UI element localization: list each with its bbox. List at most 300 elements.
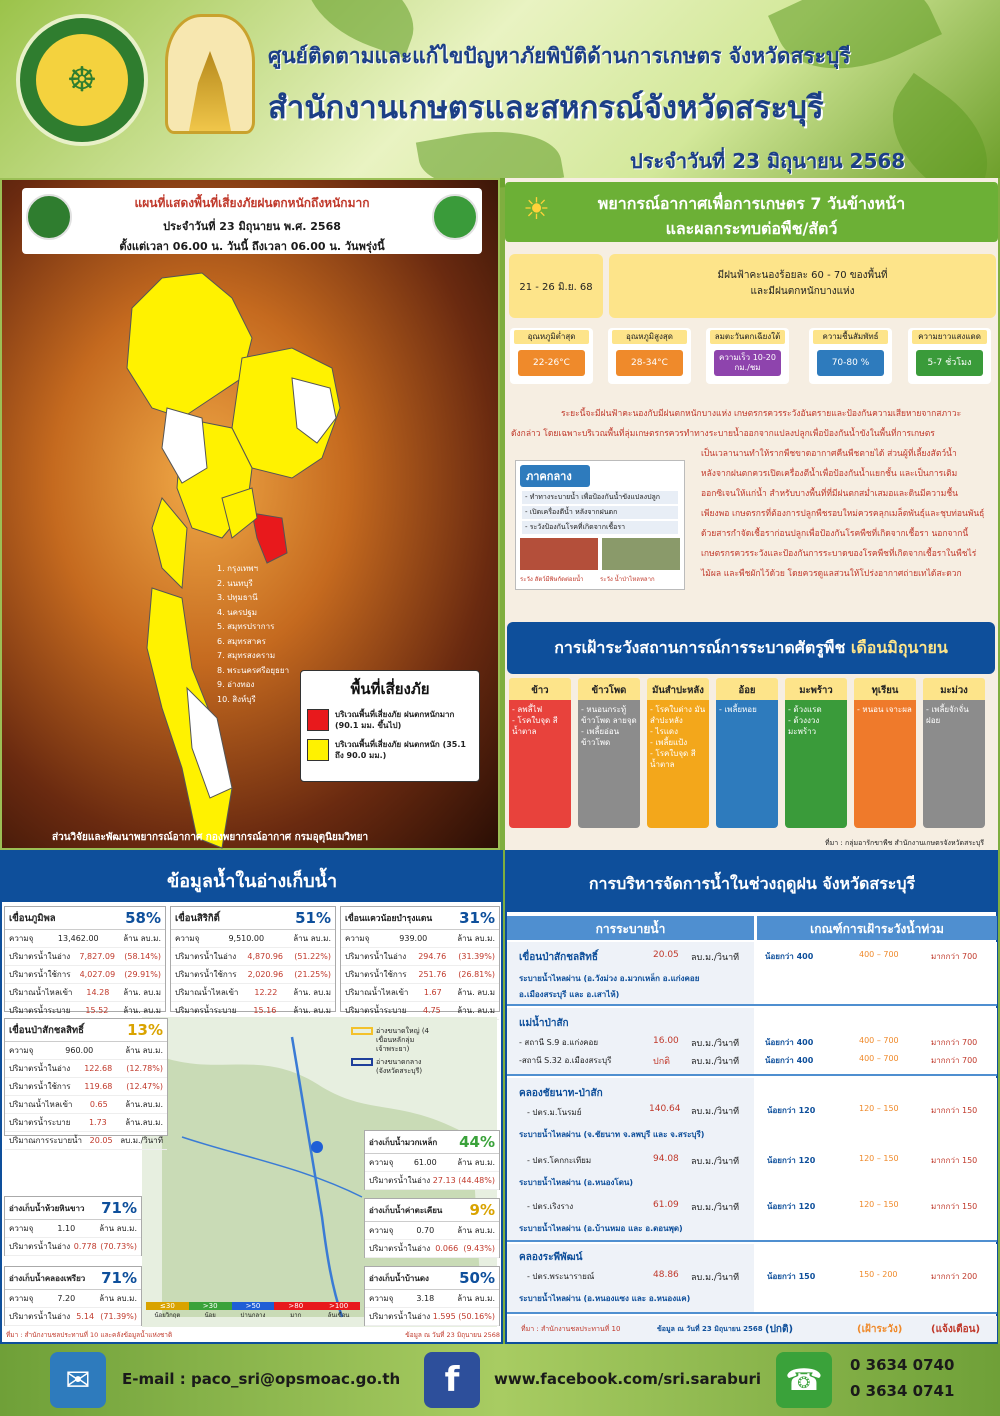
threshold-alert: มากกว่า 200 [931,1272,978,1281]
east-heavy-area [252,513,287,563]
risk-map-title-box [22,188,482,254]
row-unit: (58.14%) [124,952,161,961]
pest-col-durian [854,678,916,828]
weather-card-label: ลมตะวันตกเฉียงใต้ [710,330,785,344]
row-label: ความจุ [369,1158,394,1167]
legend-moderate-label: บริเวณพื้นที่เสี่ยงภัย ฝนตกหนัก (35.1 ถึง 90.0 มม.) [335,740,466,760]
province-item: 6. สมุทรสาคร [217,636,266,646]
row-value: 5.14 [76,1312,95,1321]
row-value: 3.18 [416,1294,435,1303]
facebook-link[interactable]: www.facebook.com/sri.saraburi [494,1370,762,1388]
row-label: ปริมาตรน้ำในอ่าง [175,952,237,961]
reservoir-header: ข้อมูลน้ำในอ่างเก็บน้ำ [2,852,502,902]
row-unit: (21.25%) [294,970,331,979]
reservoir-source-date: ข้อมูล ณ วันที่ 23 มิถุนายน 2568 [405,1331,500,1339]
threshold-alert: มากกว่า 150 [931,1106,978,1115]
row-unit: ล้าน. ลบ.ม [293,1006,331,1015]
ministry-logo: ☸ [16,14,148,146]
forecast-line-2: และมีฝนตกหนักบางแห่ง [750,286,855,297]
reservoir-pasak [4,1018,168,1145]
reservoir-panel [0,850,503,1344]
advice-line: ด้วยสารกำจัดเชื้อราก่อนปลูกเพื่อป้องกันโรคพืชที่เกิดจากเชื้อรา นอกจากนี้ [701,529,969,539]
row-unit: (26.81%) [458,970,495,979]
threshold-alert: มากกว่า 150 [931,1156,978,1165]
phone-icon: ☎ [776,1352,832,1408]
pest-source: ที่มา : กลุ่มอารักขาพืช สำนักงานเกษตรจังหวัดสระบุรี [825,839,985,847]
flood-gate: - ปตร.โคกกะเทียม [527,1156,592,1165]
flood-value: 94.08 [653,1154,679,1164]
reservoir-name: เขื่อนสิริกิติ์ [175,912,220,924]
row-value: 939.00 [399,934,428,943]
row-value: 27.13 [432,1176,456,1185]
threshold-alert: มากกว่า 700 [931,1056,978,1065]
risk-legend-title: พื้นที่เสี่ยงภัย [350,680,430,698]
flood-gate: - ปตร.พระนารายณ์ [527,1272,595,1281]
weather-card-value: 22-26°C [518,350,585,376]
threshold-normal: น้อยกว่า 400 [765,1056,814,1065]
reservoir-ban-dong [364,1266,500,1326]
pest-month: เดือนมิถุนายน [850,638,948,657]
pest-crop: ข้าว [509,678,571,700]
row-label: ปริมาตรน้ำในอ่าง [369,1312,431,1321]
threshold-normal: น้อยกว่า 120 [767,1156,816,1165]
reservoir-name: อ่างเก็บน้ำมวกเหล็ก [369,1137,438,1147]
flood-note: อ.เมืองสระบุรี และ อ.เสาไห้) [519,990,620,999]
row-unit: ล้าน ลบ.ม. [99,1294,137,1303]
province-item: 4. นครปฐม [217,607,258,617]
row-label: ปริมาตรน้ำระบาย [9,1006,71,1015]
center-title: ศูนย์ติดตามและแก้ไขปัญหาภัยพิบัติด้านการเกษตร จังหวัดสระบุรี [268,44,851,68]
flood-unit: ลบ.ม./วินาที [691,1157,740,1167]
status-watch: (เฝ้าระวัง) [857,1324,903,1335]
legend-heavy-label: บริเวณพื้นที่เสี่ยงภัย ฝนตกหนักมาก (90.1 มม. ขึ้นไป) [335,710,455,730]
flood-footer [507,1316,997,1342]
pest-item: - โรคใบจุด สีน้ำตาล [650,749,696,769]
photo-caption: ระวัง สัตว์มีพิษกัดต่อยน้ำ [520,576,584,583]
row-label: ความจุ [345,934,370,943]
weather-card-value: 5-7 ชั่วโมง [916,350,983,376]
row-label: ปริมาตรน้ำใช้การ [9,1082,71,1091]
row-label: ความจุ [369,1226,394,1235]
legend-swatch-moderate [307,739,329,761]
row-unit: ล้าน ลบ.ม. [99,1224,137,1233]
row-label: ปริมาตรน้ำในอ่าง [9,1312,71,1321]
map-legend [351,1027,441,1076]
threshold-watch: 150 - 200 [859,1270,898,1279]
row-unit: (29.91%) [124,970,161,979]
row-label: ปริมาณน้ำไหลเข้า [9,988,73,997]
row-value: 251.76 [418,970,447,979]
pest-col-corn [578,678,640,828]
reservoir-name: อ่างเก็บน้ำคลองเพรียว [9,1273,86,1283]
row-label: ความจุ [175,934,200,943]
row-unit: ล้าน ลบ.ม. [457,934,495,943]
row-value: 7,827.09 [79,952,116,961]
flood-header: การบริหารจัดการน้ำในช่วงฤดูฝน จังหวัดสระบุรี [507,852,997,912]
reservoir-percent: 58% [125,909,161,927]
facebook-icon: f [424,1352,480,1408]
row-unit: (12.47%) [126,1082,163,1091]
reservoir-percent: 13% [127,1021,163,1039]
pest-item: - เพลี้ยอ่อน ข้าวโพด [581,727,620,747]
row-label: ความจุ [9,1224,34,1233]
photo-crab [520,538,598,570]
risk-map-panel [0,178,500,850]
flood-gate: - ปตร.เริงราง [527,1202,574,1211]
forecast-summary [609,254,996,318]
pest-title: การเฝ้าระวังสถานการณ์การระบาดศัตรูพืช [554,638,846,657]
row-value: 0.066 [435,1244,459,1253]
row-value: 7.20 [57,1294,76,1303]
flood-value: 20.05 [653,950,679,960]
row-label: ปริมาณน้ำไหลเข้า [9,1100,73,1109]
row-unit: ล้าน. ลบ.ม [457,1006,495,1015]
flood-col-threshold: เกณฑ์การเฝ้าระวังน้ำท่วม [757,916,997,940]
row-label: ปริมาตรน้ำใช้การ [345,970,407,979]
west-region [152,498,187,588]
flood-value: 61.09 [653,1200,679,1210]
central-region-advice-box [515,460,685,590]
row-label: ปริมาตรน้ำระบาย [175,1006,237,1015]
row-value: 12.22 [254,988,278,997]
flood-note: ระบายน้ำไหลผ่าน (อ.หนองแซง และ อ.หนองแค) [519,1294,691,1303]
weather-card-label: ความชื้นสัมพัทธ์ [813,330,888,344]
map-legend-medium: อ่างขนาดกลาง (จังหวัดสระบุรี) [376,1058,423,1075]
photo-flood [602,538,680,570]
reservoir-name: อ่างเก็บน้ำบ้านดง [369,1273,429,1283]
advice-line: ไม้ผล และพืชผักไว้ด้วย โดยควรดูแลสวนให้โปร่งอากาศถ่ายเทได้สะดวก [701,569,962,579]
row-label: ปริมาตรน้ำในอ่าง [9,952,71,961]
pest-col-cassava [647,678,709,828]
flood-station: -สถานี S.32 อ.เมืองสระบุรี [519,1056,612,1065]
weather-card-min-temp [510,328,593,384]
weather-title: พยากรณ์อากาศเพื่อการเกษตร 7 วันข้างหน้า [597,194,906,213]
pest-crop: ทุเรียน [854,678,916,700]
weather-panel [505,178,998,603]
flood-value: 140.64 [649,1104,681,1114]
weather-header [505,182,998,242]
row-label: ปริมาณน้ำไหลเข้า [175,988,239,997]
row-value: 61.00 [413,1158,437,1167]
pest-item: - โรคใบด่าง มันสำปะหลัง [650,705,706,725]
weather-card-sunshine [908,328,991,384]
scale-cell: >100 [317,1302,360,1310]
pest-item: - เพลี้ยจักจั่น ฝอย [926,705,969,725]
row-label: ปริมาตรน้ำระบาย [9,1118,71,1127]
flood-note: ระบายน้ำไหลผ่าน (อ.วังม่วง อ.มวกเหล็ก อ.แก่งคอย [519,974,700,983]
threshold-normal: น้อยกว่า 400 [765,952,814,961]
row-value: 9,510.00 [228,934,265,943]
flood-row-canal1 [507,1078,997,1242]
flood-station: - สถานี S.9 อ.แก่งคอย [519,1038,599,1047]
phone-number-1[interactable]: 0 3634 0740 [850,1356,955,1374]
flood-col-drainage: การระบายน้ำ [507,916,754,940]
province-item: 1. กรุงเทพฯ [217,564,258,573]
threshold-normal: น้อยกว่า 150 [767,1272,816,1281]
phone-number-2[interactable]: 0 3634 0741 [850,1382,955,1400]
advice-line: เพียงพอ เกษตรกรที่ต้องการปลูกพืชรอบใหม่ควรคลุกเมล็ดพันธุ์และชุบท่อนพันธุ์ [701,509,985,519]
weather-card-value: 70-80 % [817,350,884,376]
reservoir-khlong-phriao [4,1266,142,1326]
pest-item: - หนอนกระทู้ ข้าวโพด ลายจุด [581,705,637,725]
pest-item: - เพลี้ยหอย [719,705,757,714]
threshold-watch: 400 – 700 [859,950,899,959]
row-unit: (12.78%) [126,1064,163,1073]
row-label: ปริมาตรน้ำระบาย [345,1006,407,1015]
threshold-watch: 120 – 150 [859,1104,899,1113]
row-value: 20.05 [89,1136,113,1145]
row-value: 4,027.09 [79,970,116,979]
flood-note: ระบายน้ำไหลผ่าน (จ.ชัยนาท จ.ลพบุรี และ จ.สระบุรี) [519,1130,705,1139]
province-list [217,562,289,707]
threshold-watch: 120 – 150 [859,1154,899,1163]
row-value: 13,462.00 [57,934,99,943]
risk-map-date: ประจำวันที่ 23 มิถุนายน พ.ศ. 2568 [163,220,341,233]
pest-header [507,622,995,674]
province-item: 2. นนทบุรี [217,578,253,588]
flood-date: ข้อมูล ณ วันที่ 23 มิถุนายน 2568 [657,1325,763,1333]
region-title: ภาคกลาง [520,465,590,487]
pest-item: - หนอน เจาะผล [857,705,912,714]
pest-crop: มันสำปะหลัง [647,678,709,700]
row-value: 1.73 [88,1118,107,1127]
advice-line: ระยะนี้จะมีฝนฟ้าคะนองกับมีฝนตกหนักบางแห่ง เกษตรกรควรระวังอันตรายและป้องกันความเสียหายจากสภาวะ [561,409,962,419]
advice-line: ออกซิเจนให้แก่น้ำ สำหรับบางพื้นที่ที่มีฝนตกสม่ำเสมอและดินมีความชื้น [701,489,958,499]
reservoir-source-text: ที่มา : สำนักงานชลประทานที่ 10 และคลังข้อมูลน้ำแห่งชาติ [6,1331,173,1339]
scale-cell: >80 [274,1302,317,1310]
pest-item: - ด้วงงวงมะพร้าว [788,716,820,736]
weather-card-value: ความเร็ว 10-20 กม./ชม [714,350,781,376]
reservoir-percent: 71% [101,1269,137,1287]
reservoir-percent: 31% [459,909,495,927]
threshold-normal: น้อยกว่า 400 [765,1038,814,1047]
threshold-watch: 400 – 700 [859,1054,899,1063]
row-unit: (9.43%) [463,1244,495,1253]
row-unit: ล้าน. ลบ.ม [457,988,495,997]
forecast-line-1: มีฝนฟ้าคะนองร้อยละ 60 - 70 ของพื้นที่ [717,270,888,281]
central-white-area [162,408,207,483]
reservoir-name: เขื่อนป่าสักชลสิทธิ์ [9,1024,84,1036]
row-unit: (50.16%) [458,1312,495,1321]
row-unit: ล้าน ลบ.ม. [293,934,331,943]
pest-col-coconut [785,678,847,828]
region-bullet: - เปิดเครื่องตีน้ำ หลังจากฝนตก [522,506,678,519]
advice-line: ดังกล่าว โดยเฉพาะบริเวณพื้นที่ลุ่มเกษตรกรควรทำทางระบายน้ำออกจากแปลงปลูกเพื่อป้องกันน้ำขังในพื้นที่การเกษตร [511,429,935,439]
scale-cell: >50 [232,1302,275,1310]
row-label: ความจุ [9,934,34,943]
row-unit: ล้าน.ลบ.ม. [125,1100,163,1109]
row-value: 1.595 [432,1312,456,1321]
reservoir-bhumibol [4,906,166,1015]
weather-card-humidity [809,328,892,384]
risk-legend [300,670,480,782]
row-unit: ลบ.ม./วินาที [120,1136,163,1145]
weather-card-label: อุณหภูมิสูงสุด [612,330,687,344]
flood-site-name: คลองชัยนาท-ป่าสัก [519,1088,603,1099]
province-item: 10. สิงห์บุรี [217,694,256,704]
pest-item: - เพลี้ยแป้ง [650,738,688,747]
row-value: 294.76 [418,952,447,961]
region-bullet: - ทำทางระบายน้ำ เพื่อป้องกันน้ำขังแปลงปลูก [522,491,678,504]
row-unit: (70.73%) [100,1242,137,1251]
reservoir-muak-lek [364,1130,500,1190]
flood-value: 16.00 [653,1036,679,1046]
row-label: ปริมาณการระบายน้ำ [9,1136,83,1145]
row-value: 15.16 [253,1006,277,1015]
flood-unit: ลบ.ม./วินาที [691,1107,740,1117]
row-value: 15.52 [85,1006,109,1015]
weather-card-label: ความยาวแสงแดด [912,330,987,344]
row-unit: ล้าน. ลบ.ม [123,1006,161,1015]
sun-cloud-icon: ☀ [523,192,550,227]
reservoir-name: อ่างเก็บน้ำห้วยหินขาว [9,1203,85,1213]
forecast-date-range: 21 - 26 มิ.ย. 68 [509,254,603,318]
row-unit: (31.39%) [458,952,495,961]
pest-col-rice [509,678,571,828]
reservoir-name: เขื่อนแควน้อยบำรุงแดน [345,914,433,924]
row-unit: ล้าน ลบ.ม. [457,1294,495,1303]
advice-line: เกษตรกรควรระวังและป้องกันการระบาดของโรคพืชที่เกิดจากเชื้อราในพืชไร่ [701,549,977,559]
row-unit: ล้าน ลบ.ม. [123,934,161,943]
row-value: 0.778 [73,1242,97,1251]
capacity-scale [146,1302,360,1326]
row-value: 0.65 [89,1100,108,1109]
legend-swatch-heavy [307,709,329,731]
weather-subtitle: และผลกระทบต่อพืช/สัตว์ [665,219,838,238]
map-legend-large: อ่างขนาดใหญ่ (4 เขื่อนหลักลุ่มเจ้าพระยา) [376,1027,430,1053]
row-value: 4.75 [422,1006,441,1015]
flood-panel [505,850,998,1344]
province-item: 3. ปทุมธานี [217,593,258,602]
province-item: 8. พระนครศรีอยุธยา [217,665,290,675]
flood-note: ระบายน้ำไหลผ่าน (อ.บ้านหมอ และ อ.ดอนพุด) [519,1224,683,1233]
row-unit: ล้าน.ลบ.ม. [125,1118,163,1127]
agriculture-logo [432,194,478,240]
reservoir-sirikit [170,906,336,1015]
scale-word: น้อย [204,1312,216,1319]
threshold-alert: มากกว่า 700 [931,952,978,961]
row-label: ความจุ [9,1294,34,1303]
province-item: 5. สมุทรปราการ [217,622,275,631]
flood-value: ปกติ [653,1057,671,1067]
flood-unit: ลบ.ม./วินาที [691,1273,740,1283]
risk-map-title: แผนที่แสดงพื้นที่เสี่ยงภัยฝนตกหนักถึงหนักมาก [134,196,370,210]
row-label: ปริมาตรน้ำใช้การ [9,970,71,979]
row-label: ความจุ [9,1046,34,1055]
pest-panel [505,603,998,850]
row-unit: (44.48%) [458,1176,495,1185]
scale-word: ปานกลาง [240,1312,266,1319]
north-region [127,273,252,418]
flood-site-name: เขื่อนป่าสักชลสิทธิ์ [519,952,598,963]
weather-card-max-temp [608,328,691,384]
reservoir-name: เขื่อนภูมิพล [9,912,56,924]
pest-item: - โรคใบจุด สีน้ำตาล [512,716,558,736]
row-label: ปริมาตรน้ำใช้การ [175,970,237,979]
row-unit: (71.39%) [100,1312,137,1321]
flood-site-name: แม่น้ำป่าสัก [519,1018,569,1029]
row-unit: ล้าน. ลบ.ม [293,988,331,997]
row-value: 960.00 [65,1046,94,1055]
row-label: ปริมาตรน้ำในอ่าง [9,1242,71,1251]
pest-crop: ข้าวโพด [578,678,640,700]
province-item: 9. อ่างทอง [217,680,255,689]
row-unit: ล้าน. ลบ.ม [123,988,161,997]
row-value: 14.28 [86,988,110,997]
pest-crop: อ้อย [716,678,778,700]
row-value: 0.70 [416,1226,435,1235]
weather-card-label: อุณหภูมิต่ำสุด [514,330,589,344]
province-item: 7. สมุทรสงคราม [217,651,276,660]
scale-cell: ≤30 [146,1302,189,1310]
flood-unit: ลบ.ม./วินาที [691,1039,740,1049]
pest-item: - ไรแดง [650,727,679,736]
row-unit: (51.22%) [294,952,331,961]
flood-row-canal2 [507,1244,997,1314]
contact-footer [0,1344,1000,1416]
pest-crop: มะม่วง [923,678,985,700]
office-title: สำนักงานเกษตรและสหกรณ์จังหวัดสระบุรี [268,90,824,126]
row-value: 122.68 [84,1064,113,1073]
pest-crop: มะพร้าว [785,678,847,700]
dam-marker [311,1141,323,1153]
pest-col-mango [923,678,985,828]
row-label: ปริมาตรน้ำในอ่าง [369,1244,431,1253]
meteorological-logo [26,194,72,240]
row-value: 2,020.96 [247,970,284,979]
scale-word: ล้นเขื่อน [327,1312,350,1319]
threshold-normal: น้อยกว่า 120 [767,1202,816,1211]
region-bullet: - ระวังป้องกันโรคที่เกิดจากเชื้อรา [522,521,678,534]
row-unit: ล้าน ลบ.ม. [125,1046,163,1055]
scale-cell: >30 [189,1302,232,1310]
threshold-watch: 120 – 150 [859,1200,899,1209]
threshold-watch: 400 – 700 [859,1036,899,1045]
row-label: ปริมาตรน้ำในอ่าง [345,952,407,961]
reservoir-percent: 71% [101,1199,137,1217]
risk-map-source: ส่วนวิจัยและพัฒนาพยากรณ์อากาศ กองพยากรณ์อากาศ กรมอุตุนิยมวิทยา [52,832,369,843]
reservoir-percent: 9% [469,1201,495,1219]
risk-map-period: ตั้งแต่เวลา 06.00 น. วันนี้ ถึงเวลา 06.00 น. วันพรุ่งนี้ [119,240,385,253]
photo-caption: ระวัง น้ำป่าไหลหลาก [600,576,655,583]
reservoir-percent: 50% [459,1269,495,1287]
flood-value: 48.86 [653,1270,679,1280]
row-value: 119.68 [84,1082,113,1091]
row-label: ปริมาตรน้ำในอ่าง [9,1064,71,1073]
weather-card-wind [706,328,789,384]
flood-site-name: คลองระพีพัฒน์ [519,1252,583,1263]
email-icon: ✉ [50,1352,106,1408]
row-value: 1.67 [423,988,442,997]
row-value: 1.10 [57,1224,76,1233]
reservoir-khwae-noi [340,906,500,1015]
flood-row-river [507,1008,997,1076]
email-address[interactable]: E-mail : paco_sri@opsmoac.go.th [122,1370,401,1388]
threshold-alert: มากกว่า 150 [931,1202,978,1211]
reservoir-percent: 51% [295,909,331,927]
pest-item: - ด้วงแรด [788,705,822,714]
scale-word: มาก [290,1312,302,1319]
flood-unit: ลบ.ม./วินาที [691,953,740,963]
reservoir-name: อ่างเก็บน้ำค่าตะเคียน [369,1205,443,1215]
flood-source: ที่มา : สำนักงานชลประทานที่ 10 [521,1325,621,1333]
row-value: 4,870.96 [247,952,284,961]
pest-item: - ลพลี้ไฟ [512,705,543,714]
advice-line: หลังจากฝนตกควรเปิดเครื่องตีน้ำเพื่อป้องกันน้ำแยกชั้น และเป็นการเติม [701,469,958,479]
weather-card-value: 28-34°C [616,350,683,376]
flood-note: ระบายน้ำไหลผ่าน (อ.หนองโดน) [519,1178,634,1187]
row-unit: ล้าน ลบ.ม. [457,1158,495,1167]
